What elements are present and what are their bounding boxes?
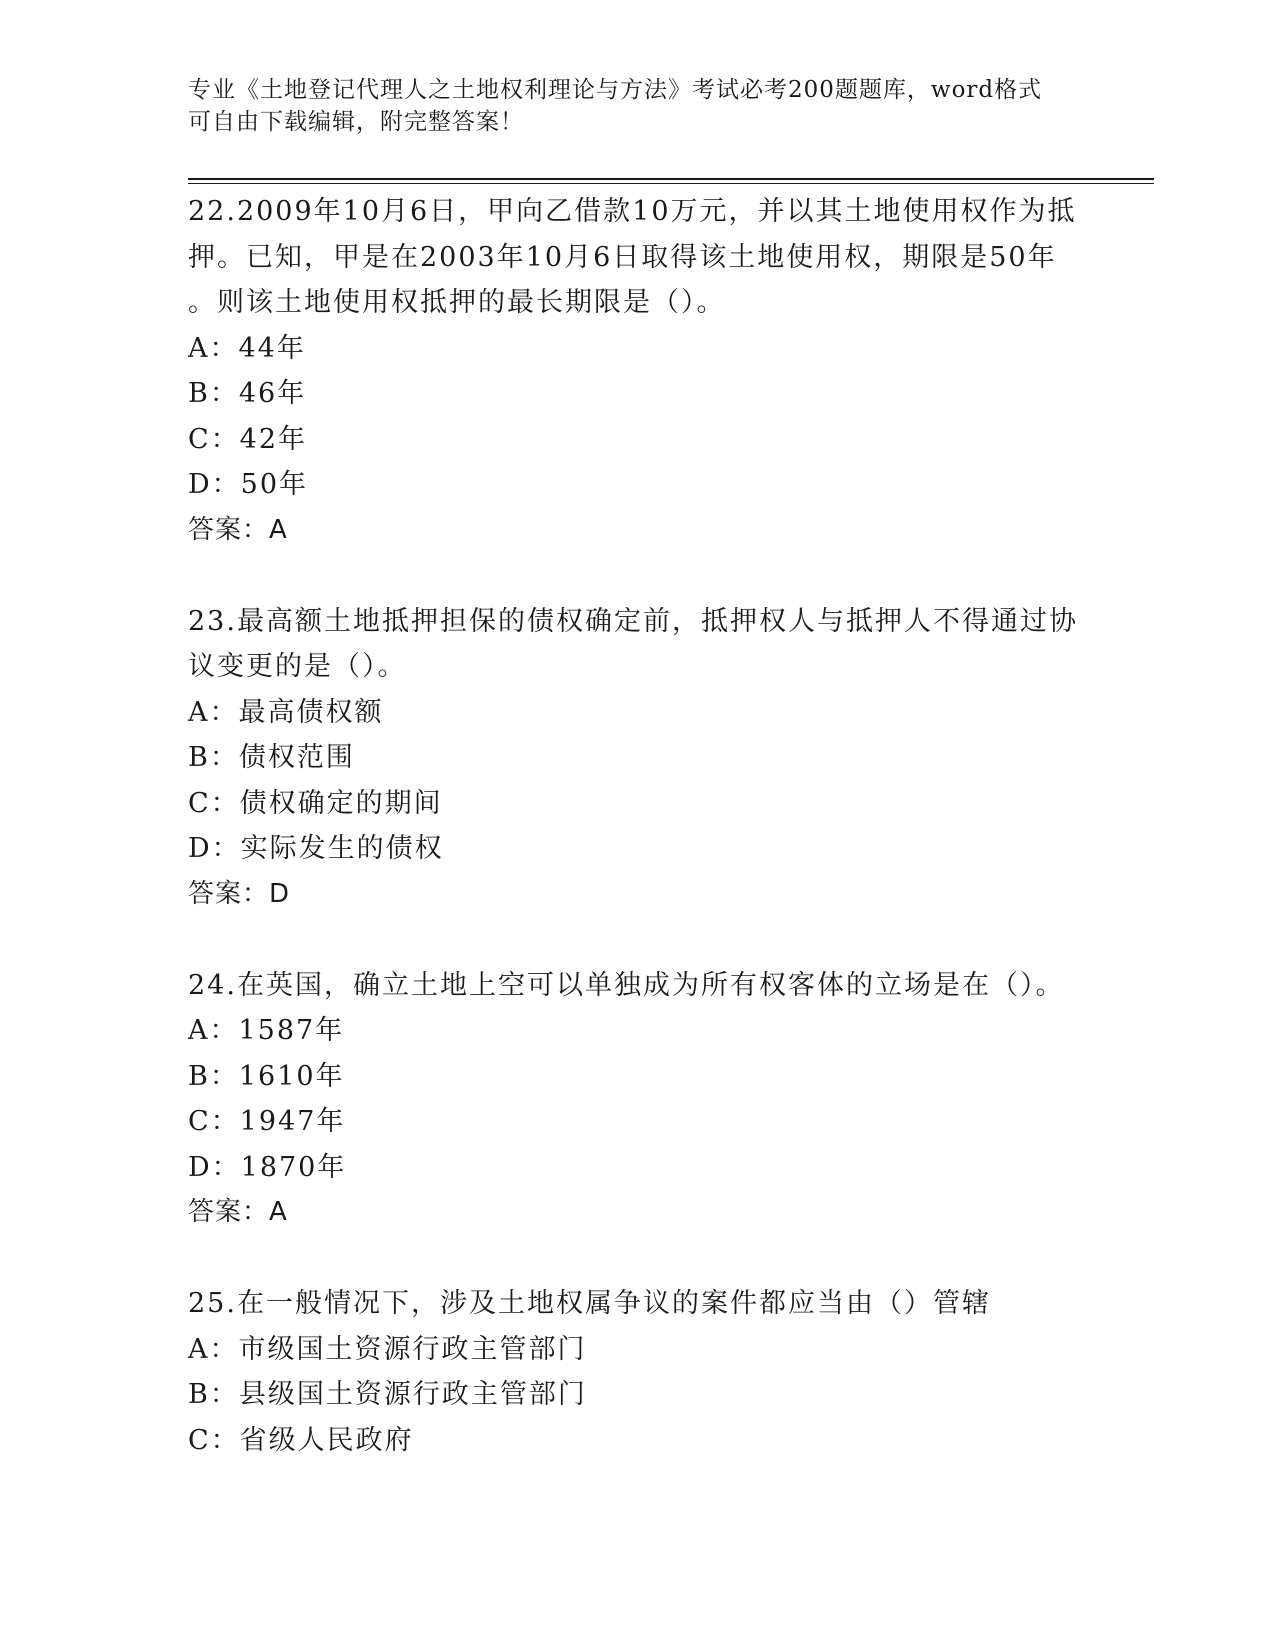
question-22 <box>188 189 1118 553</box>
spacer <box>188 917 1118 963</box>
question-stem-line: 22.2009年10月6日，甲向乙借款10万元，并以其土地使用权作为抵 <box>188 196 1077 227</box>
option-c: C：42年 <box>188 423 308 455</box>
option-a: A：1587年 <box>188 1015 345 1046</box>
question-stem-line: 23.最高额土地抵押担保的债权确定前，抵押权人与抵押人不得通过协 <box>188 605 1078 637</box>
question-list <box>188 189 1118 1463</box>
spacer <box>188 1236 1118 1282</box>
option-d: D：50年 <box>188 469 309 500</box>
answer-line: 答案：D <box>188 878 291 909</box>
header-line-2: 可自由下载编辑，附完整答案！ <box>188 109 524 135</box>
option-a: A：最高债权额 <box>188 696 384 728</box>
question-stem-line: 议变更的是（）。 <box>188 651 407 682</box>
option-c: C：1947年 <box>188 1106 346 1137</box>
answer-line: 答案：A <box>188 514 288 545</box>
question-stem-line: 25.在一般情况下，涉及土地权属争议的案件都应当由（）管辖 <box>188 1288 991 1319</box>
option-a: A：市级国土资源行政主管部门 <box>188 1333 587 1365</box>
question-stem-line: 24.在英国，确立土地上空可以单独成为所有权客体的立场是在（）。 <box>188 969 1065 1001</box>
document-header <box>188 74 1088 138</box>
header-divider-thick <box>188 178 1154 180</box>
option-b: B：46年 <box>188 378 307 409</box>
option-d: D：1870年 <box>188 1151 347 1183</box>
option-b: B：县级国土资源行政主管部门 <box>188 1379 587 1410</box>
header-divider-thin <box>188 183 1154 184</box>
question-23 <box>188 599 1118 918</box>
option-c: C：债权确定的期间 <box>188 787 443 819</box>
spacer <box>188 553 1118 599</box>
option-a: A：44年 <box>188 332 306 364</box>
question-25 <box>188 1281 1118 1463</box>
option-b: B：1610年 <box>188 1060 345 1092</box>
question-stem-line: 。则该土地使用权抵押的最长期限是（）。 <box>188 287 726 318</box>
option-c: C：省级人民政府 <box>188 1424 414 1456</box>
answer-line: 答案：A <box>188 1197 288 1227</box>
header-line-1: 专业《土地登记代理人之土地权利理论与方法》考试必考200题题库，word格式 <box>188 77 1043 103</box>
option-d: D：实际发生的债权 <box>188 833 444 864</box>
question-stem-line: 押。已知，甲是在2003年10月6日取得该土地使用权，期限是50年 <box>188 241 1057 273</box>
question-24 <box>188 963 1118 1236</box>
option-b: B：债权范围 <box>188 742 355 773</box>
